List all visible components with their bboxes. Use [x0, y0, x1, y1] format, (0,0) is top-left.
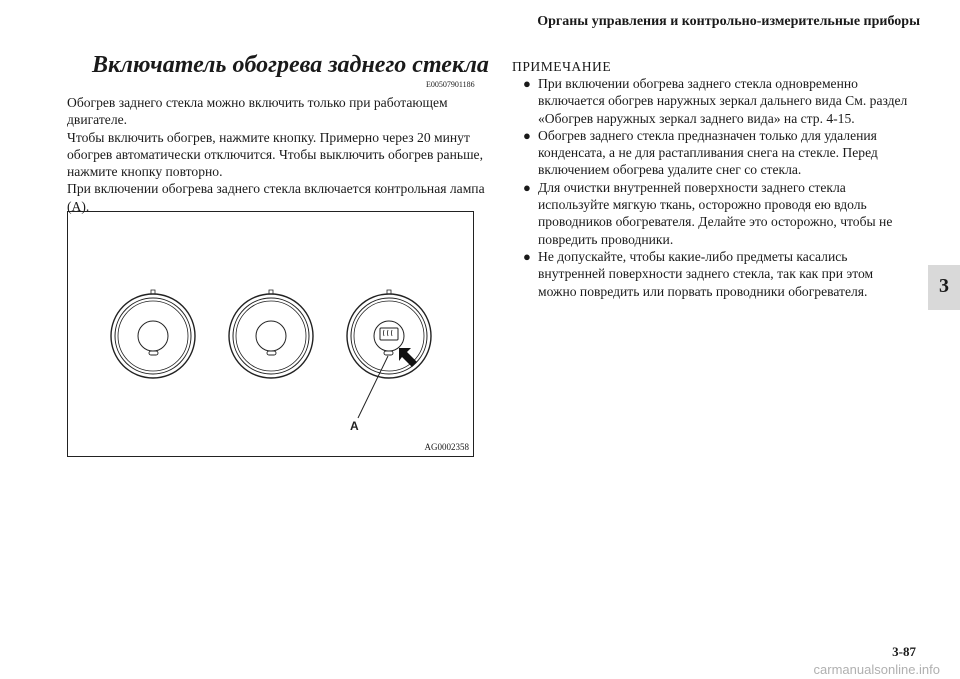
list-item: ● Обогрев заднего стекла предназначен только для удаления конденсата, а не для растапливания снега на стекле. Перед включением обогрева удалите снег со стекла. — [523, 127, 878, 178]
paragraph: При включении обогрева заднего стекла включается контрольная лампа (A). — [67, 181, 485, 214]
section-title: Включатель обогрева заднего стекла — [92, 52, 489, 78]
body-text — [67, 94, 487, 215]
chapter-tab — [928, 265, 960, 310]
running-header: Органы управления и контрольно-измерительные приборы — [537, 14, 920, 29]
bullet-icon: ● — [523, 179, 531, 195]
bullet-icon: ● — [523, 127, 531, 143]
arrow-pointer-icon — [399, 348, 417, 367]
bullet-icon: ● — [523, 76, 531, 91]
bullet-icon: ● — [523, 248, 531, 264]
figure-id: AG0002358 — [424, 442, 469, 452]
paragraph: Обогрев заднего стекла можно включить только при работающем двигателе. — [67, 95, 448, 128]
rear-defroster-icon — [380, 328, 398, 340]
list-item: ● Для очистки внутренней поверхности заднего стекла используйте мягкую ткань, осторожно проводя ею вдоль проводников обогревателя. Делайте это осторожно, чтобы не повредить проводники. — [523, 179, 893, 247]
paragraph: Чтобы включить обогрев, нажмите кнопку. Примерно через 20 минут обогрев автоматически отключится. Чтобы выключить обогрев раньше, нажмите кнопку повторно. — [67, 129, 483, 180]
vent-knob-left — [111, 290, 195, 378]
callout-leader — [358, 356, 388, 418]
defroster-switch-figure — [67, 211, 474, 457]
callout-label: A — [350, 419, 359, 433]
note-list — [512, 75, 912, 300]
document-code: E00507901186 — [426, 80, 475, 89]
vent-illustration — [68, 212, 473, 456]
watermark: carmanualsonline.info — [813, 662, 940, 677]
note-heading: ПРИМЕЧАНИЕ — [512, 59, 612, 74]
vent-knob-center — [229, 290, 313, 378]
list-item: ● При включении обогрева заднего стекла одновременно включается обогрев наружных зеркал дальнего вида См. раздел «Обогрев наружных зеркал заднего вида» на стр. 4-15. — [523, 76, 908, 126]
page-number: 3-87 — [892, 644, 916, 659]
chapter-number: 3 — [939, 275, 949, 297]
list-item: ● Не допускайте, чтобы какие-либо предметы касались внутренней поверхности заднего стекла, так как при этом можно повредить или порвать проводники обогревателя. — [523, 248, 874, 299]
vent-knob-right — [347, 290, 431, 378]
